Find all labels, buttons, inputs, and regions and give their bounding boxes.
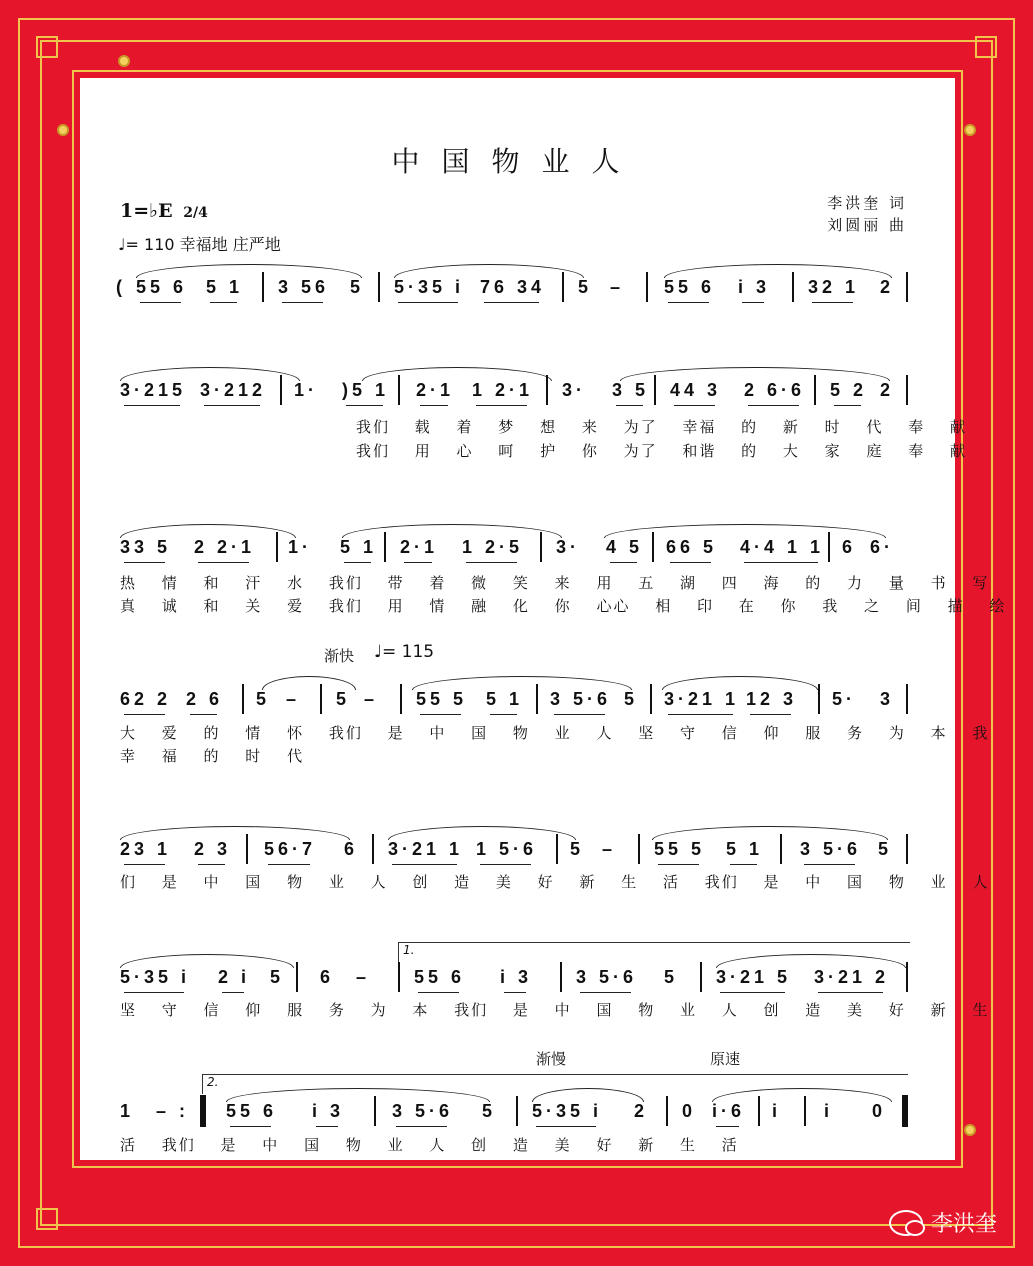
note-group: 5·35 i [532, 1096, 602, 1126]
tempo-change-marking: 渐慢 [536, 1050, 567, 1068]
ornament-dot [118, 55, 130, 67]
ornament-dot [964, 1124, 976, 1136]
barline [560, 962, 562, 992]
note-group: 5 [664, 967, 679, 987]
note-group: 5·35 i [394, 272, 464, 302]
barline [280, 375, 282, 405]
lyric-line: 幸 福 的 时 代 [120, 747, 305, 765]
barline [398, 962, 400, 992]
note-group: 23 1 [120, 834, 171, 864]
note-group: – [356, 967, 371, 987]
score-system-4 [116, 684, 916, 714]
song-title: 中国物业人 [391, 145, 642, 178]
barline [262, 272, 264, 302]
note-group: 3·212 [200, 375, 266, 405]
note-group: ( [116, 277, 126, 297]
barline [320, 684, 322, 714]
score-system-5 [116, 834, 916, 864]
tempo-marking: ♩= 110 幸福地 庄严地 [118, 235, 281, 254]
note-group: – : [156, 1101, 190, 1121]
note-group: 4 5 [606, 532, 643, 562]
note-group: 5 [624, 689, 639, 709]
barline [276, 532, 278, 562]
barline [780, 834, 782, 864]
note-group: 55 6 [414, 962, 465, 992]
lyric-line: 们 是 中 国 物 业 人 创 造 美 好 新 生 活 我们 是 中 国 物 业 人 [120, 873, 990, 891]
note-group: )5 1 [342, 375, 389, 405]
watermark [889, 1207, 997, 1238]
note-group: – [602, 839, 617, 859]
lyric-line: 大 爱 的 情 怀 我们 是 中 国 物 业 人 坚 守 信 仰 服 务 为 本 我 [120, 724, 990, 742]
barline [536, 684, 538, 714]
note-group: 62 2 [120, 684, 171, 714]
barline [906, 962, 908, 992]
note-group: 5 1 [726, 834, 763, 864]
note-group: 6· [870, 537, 895, 557]
watermark-text: 李洪奎 [930, 1212, 997, 1237]
note-group: 12 3 [746, 684, 797, 714]
barline [906, 375, 908, 405]
note-group: 5 [578, 277, 593, 297]
note-group: 5·35 i [120, 962, 190, 992]
note-group: 2·1 [416, 375, 454, 405]
barline [384, 532, 386, 562]
lyric-line: 我们 用 心 呵 护 你 为了 和谐 的 大 家 庭 奉 献 [356, 442, 967, 460]
barline [400, 684, 402, 714]
key-signature: 1=♭E 2/4 [120, 200, 208, 222]
note-group: 5 2 [830, 375, 867, 405]
note-group: 55 6 [664, 272, 715, 302]
barline [374, 1096, 376, 1126]
note-group: 55 5 [654, 834, 705, 864]
tempo-change-marking: 渐快 [324, 647, 355, 665]
note-group: 2 6·6 [744, 375, 805, 405]
lyric-line: 热 情 和 汗 水 我们 带 着 微 笑 来 用 五 湖 四 海 的 力 量 书 写 [120, 574, 990, 592]
barline [546, 375, 548, 405]
corner-ornament [36, 1208, 58, 1230]
note-group: 5 1 [206, 272, 243, 302]
note-group: 5 [256, 689, 271, 709]
note-group: 2 [880, 380, 895, 400]
tempo-change-marking: 原速 [710, 1050, 741, 1068]
note-group: 5 1 [340, 532, 377, 562]
corner-ornament [975, 36, 997, 58]
note-group: 1· [288, 537, 313, 557]
note-group: 1 2·1 [472, 375, 533, 405]
note-group: 3 5 [612, 375, 649, 405]
note-group: 5· [832, 689, 857, 709]
barline [700, 962, 702, 992]
note-group: i 3 [312, 1096, 344, 1126]
note-group: 2 [880, 277, 895, 297]
lyric-line: 活 我们 是 中 国 物 业 人 创 造 美 好 新 生 活 [120, 1136, 739, 1154]
note-group: 3 5·6 [576, 962, 637, 992]
barline [646, 272, 648, 302]
note-group: 3 5·6 [800, 834, 861, 864]
barline [246, 834, 248, 864]
barline [906, 834, 908, 864]
repeat-barline [200, 1095, 206, 1127]
note-group: 3·21 5 [716, 962, 791, 992]
second-ending-bracket: 2. [202, 1074, 908, 1094]
note-group: 0 [682, 1101, 697, 1121]
note-group: 3·21 1 [664, 684, 739, 714]
note-group: i·6 [712, 1096, 745, 1126]
barline [516, 1096, 518, 1126]
note-group: 3 5·6 [550, 684, 611, 714]
barline [906, 272, 908, 302]
score-system-3 [116, 532, 916, 562]
note-group: 2 2·1 [194, 532, 255, 562]
note-group: i [824, 1101, 834, 1121]
barline [638, 834, 640, 864]
barline [814, 375, 816, 405]
barline [296, 962, 298, 992]
note-group: 3·21 1 [388, 834, 463, 864]
note-group: 5 1 [486, 684, 523, 714]
note-group: 55 6 [136, 272, 187, 302]
barline [652, 532, 654, 562]
barline [540, 532, 542, 562]
lyric-line: 坚 守 信 仰 服 务 为 本 我们 是 中 国 物 业 人 创 造 美 好 新 生 [120, 1001, 990, 1019]
note-group: 3 5·6 [392, 1096, 453, 1126]
note-group: 1 [120, 1101, 135, 1121]
barline [654, 375, 656, 405]
note-group: 2 [634, 1101, 649, 1121]
note-group: 6 [344, 839, 359, 859]
note-group: 76 34 [480, 272, 545, 302]
note-group: 5 [570, 839, 585, 859]
note-group: 5 [482, 1101, 497, 1121]
score-system-6 [116, 962, 916, 992]
barline [378, 272, 380, 302]
note-group: 3·21 2 [814, 962, 889, 992]
barline [562, 272, 564, 302]
note-group: 33 5 [120, 532, 171, 562]
note-group: 2 6 [186, 684, 223, 714]
lyricist: 李洪奎 词 [827, 194, 907, 212]
note-group: 2·1 [400, 532, 438, 562]
note-group: 3 [880, 689, 895, 709]
note-group: i [772, 1101, 782, 1121]
score-system-1 [116, 272, 916, 302]
note-group: – [286, 689, 301, 709]
barline [666, 1096, 668, 1126]
note-group: 3· [556, 537, 581, 557]
note-group: i 3 [500, 962, 532, 992]
barline [398, 375, 400, 405]
barline [556, 834, 558, 864]
barline [906, 684, 908, 714]
note-group: 44 3 [670, 375, 721, 405]
note-group: 3 56 [278, 272, 329, 302]
barline [792, 272, 794, 302]
lyric-line: 我们 载 着 梦 想 来 为了 幸福 的 新 时 代 奉 献 [356, 418, 967, 436]
score-system-7 [116, 1096, 916, 1126]
chat-bubble-icon [889, 1210, 923, 1236]
note-group: 55 5 [416, 684, 467, 714]
note-group: 56·7 [264, 834, 316, 864]
note-group: 5 [270, 967, 285, 987]
barline [650, 684, 652, 714]
barline [828, 532, 830, 562]
note-group: – [610, 277, 625, 297]
note-group: 6 [320, 967, 335, 987]
ornament-dot [57, 124, 69, 136]
barline [758, 1096, 760, 1126]
barline [818, 684, 820, 714]
corner-ornament [36, 36, 58, 58]
note-group: 32 1 [808, 272, 859, 302]
note-group: 66 5 [666, 532, 717, 562]
lyric-line: 真 诚 和 关 爱 我们 用 情 融 化 你 心心 相 印 在 你 我 之 间 描 绘 [120, 597, 1007, 615]
note-group: 1· [294, 380, 319, 400]
barline [804, 1096, 806, 1126]
note-group: 2 i [218, 962, 250, 992]
score-system-2 [116, 375, 916, 405]
note-group: 0 [872, 1101, 887, 1121]
barline [372, 834, 374, 864]
composer: 刘圆丽 曲 [827, 216, 907, 234]
note-group: 5 [878, 839, 893, 859]
note-group: 1 2·5 [462, 532, 523, 562]
note-group: 3· [562, 380, 587, 400]
note-group: 4·4 1 1 [740, 532, 824, 562]
first-ending-bracket: 1. [398, 942, 910, 962]
note-group: i 3 [738, 272, 770, 302]
note-group: 2 3 [194, 834, 231, 864]
note-group: 3·215 [120, 375, 186, 405]
note-group: 1 5·6 [476, 834, 537, 864]
final-barline [902, 1095, 908, 1127]
note-group: – [364, 689, 379, 709]
note-group: 5 [336, 689, 351, 709]
note-group: 55 6 [226, 1096, 277, 1126]
time-signature: 2/4 [183, 205, 208, 221]
note-group: 6 [842, 537, 857, 557]
tempo-change-value: ♩= 115 [374, 642, 435, 662]
note-group: 5 [350, 277, 365, 297]
ornament-dot [964, 124, 976, 136]
barline [242, 684, 244, 714]
